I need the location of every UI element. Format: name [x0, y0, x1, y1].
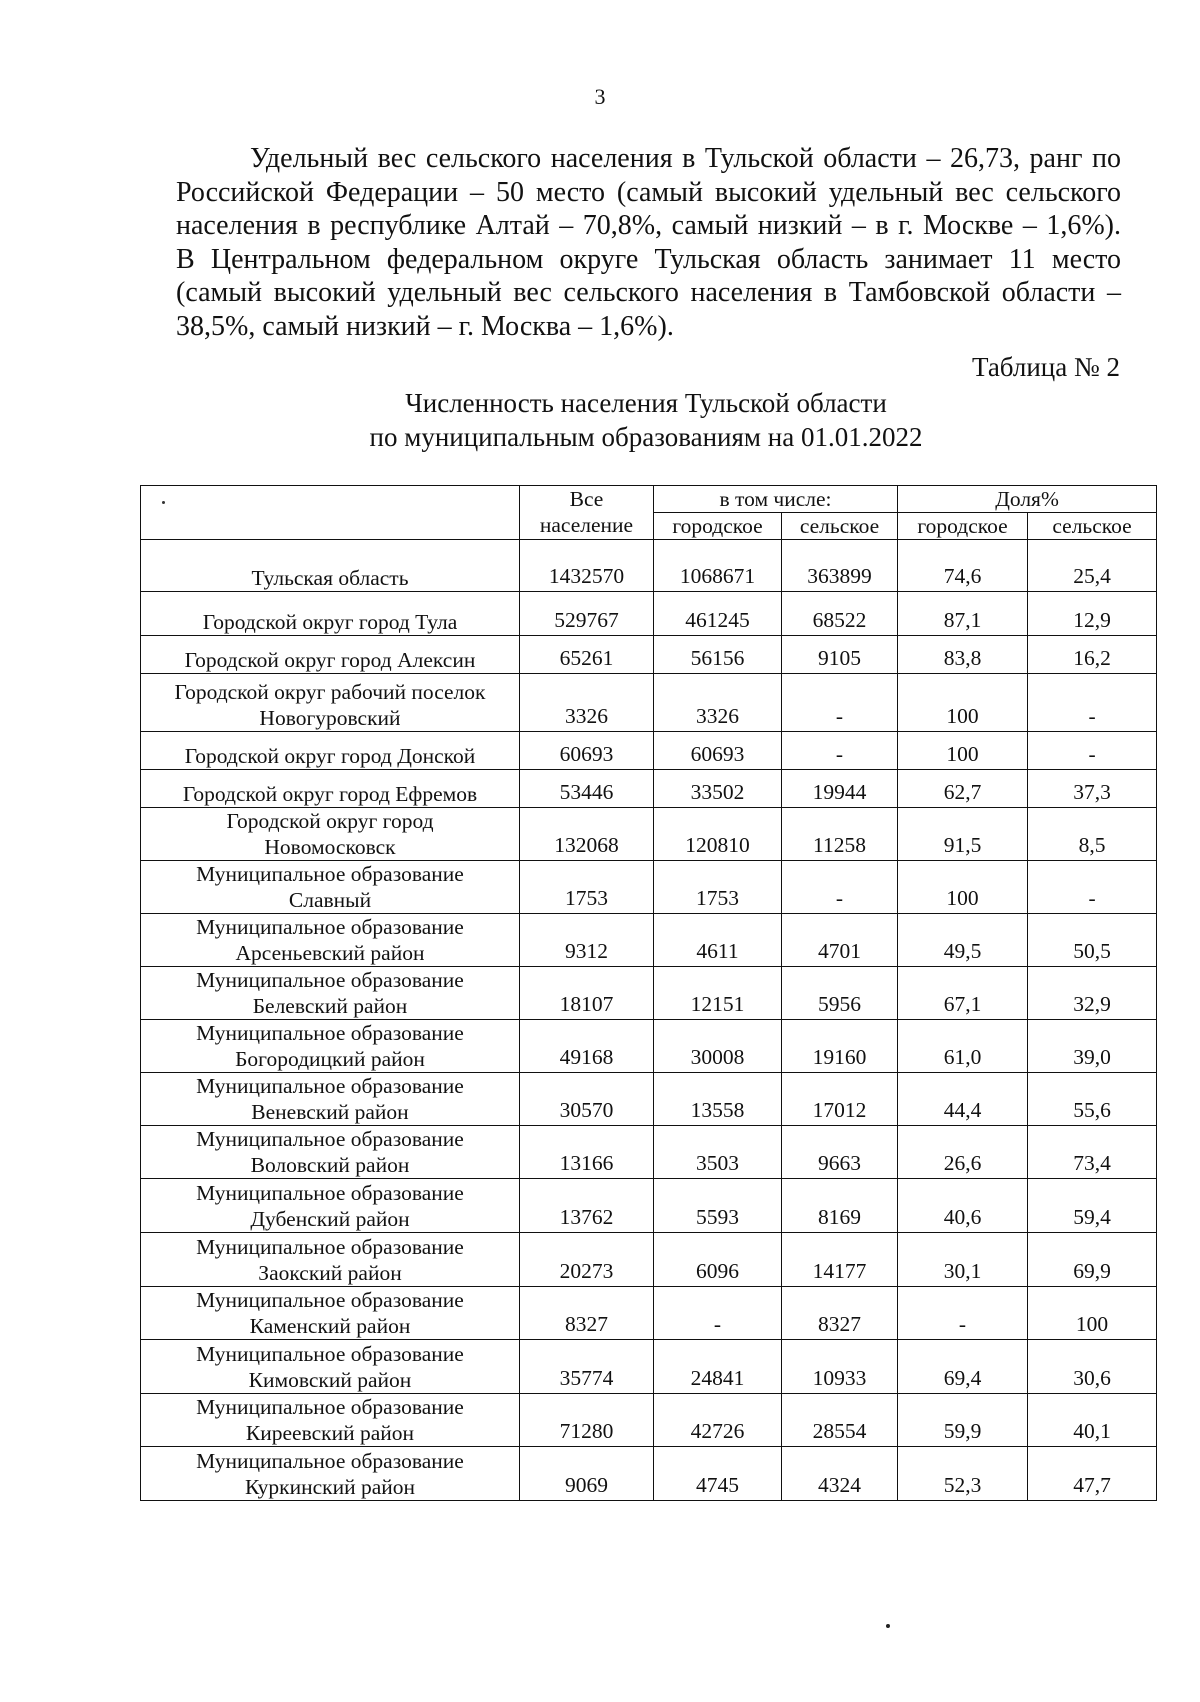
- total-cell: 1753: [520, 861, 654, 914]
- urban-cell: 461245: [654, 592, 782, 636]
- urban-share-cell: 67,1: [898, 967, 1028, 1020]
- total-cell: 49168: [520, 1020, 654, 1073]
- rural-cell: 4701: [782, 914, 898, 967]
- row-name-cell: [141, 1126, 520, 1179]
- table-row: [141, 1073, 1157, 1126]
- urban-cell: 3503: [654, 1126, 782, 1179]
- urban-cell: 5593: [654, 1179, 782, 1233]
- table-row: [141, 1020, 1157, 1073]
- row-name-cell: [141, 1340, 520, 1394]
- rural-cell: 9105: [782, 636, 898, 674]
- table-row: [141, 1126, 1157, 1179]
- row-name-cell: [141, 592, 520, 636]
- row-name-line: Муниципальное образование: [196, 1395, 464, 1419]
- rural-cell: 4324: [782, 1447, 898, 1501]
- rural-cell: 8327: [782, 1287, 898, 1340]
- total-cell: 132068: [520, 808, 654, 861]
- urban-share-cell: 26,6: [898, 1126, 1028, 1179]
- rural-cell: -: [782, 861, 898, 914]
- urban-cell: 30008: [654, 1020, 782, 1073]
- table-number: Таблица № 2: [972, 352, 1120, 382]
- row-name-line: Городской округ рабочий поселок: [174, 680, 486, 704]
- row-name-line: Муниципальное образование: [196, 968, 464, 992]
- total-cell: 65261: [520, 636, 654, 674]
- row-name-cell: [141, 636, 520, 674]
- row-name-line: Славный: [288, 888, 372, 912]
- rural-share-cell: -: [1028, 732, 1157, 770]
- total-cell: 8327: [520, 1287, 654, 1340]
- rural-share-cell: 32,9: [1028, 967, 1157, 1020]
- total-cell: 30570: [520, 1073, 654, 1126]
- total-cell: 60693: [520, 732, 654, 770]
- row-name-line: Веневский район: [251, 1100, 409, 1124]
- table-row: [141, 1233, 1157, 1287]
- urban-cell: 120810: [654, 808, 782, 861]
- table-row: [141, 1447, 1157, 1501]
- paragraph-line: населения в республике Алтай – 70,8%, самый низкий – в г. Москве – 1,6%).: [176, 210, 1121, 241]
- urban-cell: 42726: [654, 1394, 782, 1447]
- urban-share-cell: 61,0: [898, 1020, 1028, 1073]
- total-cell: 529767: [520, 592, 654, 636]
- total-cell: 53446: [520, 770, 654, 808]
- table-row: [141, 674, 1157, 732]
- row-name-cell: [141, 914, 520, 967]
- rural-share-cell: 16,2: [1028, 636, 1157, 674]
- row-name-cell: [141, 861, 520, 914]
- urban-share-cell: 74,6: [898, 540, 1028, 592]
- total-cell: 13762: [520, 1179, 654, 1233]
- table-row: [141, 1340, 1157, 1394]
- row-name-line: Новогуровский: [259, 706, 401, 730]
- rural-share-cell: 37,3: [1028, 770, 1157, 808]
- table-row: [141, 967, 1157, 1020]
- urban-share-cell: -: [898, 1287, 1028, 1340]
- rural-share-cell: -: [1028, 861, 1157, 914]
- header-share: Доля%: [898, 486, 1157, 513]
- urban-cell: 60693: [654, 732, 782, 770]
- table-row: [141, 636, 1157, 674]
- rural-share-cell: -: [1028, 674, 1157, 732]
- row-name-line: Городской округ город Ефремов: [182, 782, 478, 806]
- table-title-line: по муниципальным образованиям на 01.01.2022: [369, 422, 923, 452]
- row-name-line: Муниципальное образование: [196, 1235, 464, 1259]
- row-name-cell: [141, 1287, 520, 1340]
- urban-share-cell: 44,4: [898, 1073, 1028, 1126]
- urban-cell: 1753: [654, 861, 782, 914]
- scan-speck: [162, 501, 165, 504]
- rural-share-cell: 12,9: [1028, 592, 1157, 636]
- table-row: [141, 1179, 1157, 1233]
- row-name-line: Заокский район: [258, 1261, 402, 1285]
- urban-share-cell: 69,4: [898, 1340, 1028, 1394]
- table-row: [141, 592, 1157, 636]
- paragraph-line: Российской Федерации – 50 место (самый высокий удельный вес сельского: [176, 176, 1121, 208]
- rural-share-cell: 59,4: [1028, 1179, 1157, 1233]
- total-cell: 3326: [520, 674, 654, 732]
- rural-cell: -: [782, 732, 898, 770]
- header-rural: сельское: [782, 513, 898, 540]
- rural-cell: 9663: [782, 1126, 898, 1179]
- rural-cell: 8169: [782, 1179, 898, 1233]
- table-body: [141, 540, 1157, 1501]
- row-name-cell: [141, 1394, 520, 1447]
- row-name-line: Муниципальное образование: [196, 1074, 464, 1098]
- urban-share-cell: 100: [898, 861, 1028, 914]
- table-title-line: Численность населения Тульской области: [405, 388, 887, 418]
- population-table: [140, 485, 1157, 1501]
- urban-cell: 1068671: [654, 540, 782, 592]
- row-name-line: Богородицкий район: [235, 1047, 425, 1071]
- rural-share-cell: 47,7: [1028, 1447, 1157, 1501]
- total-cell: 9312: [520, 914, 654, 967]
- rural-cell: 17012: [782, 1073, 898, 1126]
- rural-cell: 68522: [782, 592, 898, 636]
- header-urban: городское: [654, 513, 782, 540]
- table-row: [141, 732, 1157, 770]
- row-name-cell: [141, 770, 520, 808]
- row-name-line: Городской округ город Тула: [202, 610, 458, 634]
- rural-share-cell: 69,9: [1028, 1233, 1157, 1287]
- row-name-line: Городской округ город Донской: [184, 744, 476, 768]
- total-cell: 9069: [520, 1447, 654, 1501]
- urban-share-cell: 100: [898, 674, 1028, 732]
- urban-cell: 24841: [654, 1340, 782, 1394]
- total-cell: 35774: [520, 1340, 654, 1394]
- row-name-line: Муниципальное образование: [196, 1181, 464, 1205]
- row-name-cell: [141, 1233, 520, 1287]
- header-including: в том числе:: [654, 486, 898, 513]
- row-name-line: Тульская область: [251, 566, 409, 590]
- row-name-line: Новомосковск: [264, 835, 396, 859]
- row-name-cell: [141, 1179, 520, 1233]
- urban-share-cell: 52,3: [898, 1447, 1028, 1501]
- row-name-line: Муниципальное образование: [196, 1127, 464, 1151]
- urban-share-cell: 91,5: [898, 808, 1028, 861]
- table-header: [141, 486, 1157, 540]
- row-name-cell: [141, 1073, 520, 1126]
- table-row: [141, 914, 1157, 967]
- page-number: 3: [594, 84, 606, 109]
- row-name-line: Каменский район: [249, 1314, 411, 1338]
- total-cell: 1432570: [520, 540, 654, 592]
- paragraph-line: 38,5%, самый низкий – г. Москва – 1,6%).: [176, 310, 674, 342]
- header-total-line: население: [539, 513, 634, 537]
- urban-share-cell: 49,5: [898, 914, 1028, 967]
- rural-share-cell: 55,6: [1028, 1073, 1157, 1126]
- row-name-cell: [141, 674, 520, 732]
- rural-share-cell: 100: [1028, 1287, 1157, 1340]
- urban-cell: 4745: [654, 1447, 782, 1501]
- paragraph-line: (самый высокий удельный вес сельского населения в Тамбовской области –: [176, 277, 1121, 308]
- header-rural-share: сельское: [1028, 513, 1157, 540]
- table-row: [141, 1394, 1157, 1447]
- table-row: [141, 808, 1157, 861]
- rural-cell: 10933: [782, 1340, 898, 1394]
- row-name-line: Куркинский район: [244, 1475, 416, 1499]
- rural-cell: 363899: [782, 540, 898, 592]
- rural-share-cell: 25,4: [1028, 540, 1157, 592]
- row-name-line: Муниципальное образование: [196, 915, 464, 939]
- urban-share-cell: 87,1: [898, 592, 1028, 636]
- urban-cell: 33502: [654, 770, 782, 808]
- row-name-cell: [141, 540, 520, 592]
- total-cell: 13166: [520, 1126, 654, 1179]
- row-name-line: Муниципальное образование: [196, 1449, 464, 1473]
- table-row: [141, 540, 1157, 592]
- total-cell: 20273: [520, 1233, 654, 1287]
- rural-cell: 19160: [782, 1020, 898, 1073]
- paragraph-line: В Центральном федеральном округе Тульская область занимает 11 место: [176, 243, 1121, 275]
- row-name-line: Городской округ город: [226, 809, 434, 833]
- rural-cell: 19944: [782, 770, 898, 808]
- header-total: [520, 486, 654, 540]
- table-row: [141, 770, 1157, 808]
- urban-share-cell: 40,6: [898, 1179, 1028, 1233]
- table-title: [0, 386, 1200, 454]
- row-name-cell: [141, 967, 520, 1020]
- scan-speck: [886, 1624, 890, 1628]
- urban-cell: -: [654, 1287, 782, 1340]
- row-name-line: Дубенский район: [250, 1207, 410, 1231]
- header-total-line: Все: [569, 487, 604, 511]
- intro-paragraph: [176, 142, 1121, 343]
- row-name-line: Муниципальное образование: [196, 862, 464, 886]
- urban-share-cell: 62,7: [898, 770, 1028, 808]
- total-cell: 18107: [520, 967, 654, 1020]
- rural-share-cell: 39,0: [1028, 1020, 1157, 1073]
- row-name-cell: [141, 1447, 520, 1501]
- urban-cell: 4611: [654, 914, 782, 967]
- row-name-line: Муниципальное образование: [196, 1342, 464, 1366]
- paragraph-line: Удельный вес сельского населения в Тульской области – 26,73, ранг по: [250, 143, 1121, 174]
- rural-share-cell: 50,5: [1028, 914, 1157, 967]
- row-name-line: Киреевский район: [245, 1421, 415, 1445]
- table-row: [141, 1287, 1157, 1340]
- rural-share-cell: 73,4: [1028, 1126, 1157, 1179]
- urban-cell: 6096: [654, 1233, 782, 1287]
- rural-share-cell: 8,5: [1028, 808, 1157, 861]
- rural-share-cell: 40,1: [1028, 1394, 1157, 1447]
- rural-share-cell: 30,6: [1028, 1340, 1157, 1394]
- row-name-line: Белевский район: [252, 994, 408, 1018]
- rural-cell: 5956: [782, 967, 898, 1020]
- rural-cell: 28554: [782, 1394, 898, 1447]
- urban-cell: 13558: [654, 1073, 782, 1126]
- row-name-line: Воловский район: [250, 1153, 410, 1177]
- row-name-cell: [141, 808, 520, 861]
- row-name-cell: [141, 732, 520, 770]
- row-name-line: Муниципальное образование: [196, 1288, 464, 1312]
- table-row: [141, 861, 1157, 914]
- row-name-line: Муниципальное образование: [196, 1021, 464, 1045]
- urban-cell: 12151: [654, 967, 782, 1020]
- rural-cell: -: [782, 674, 898, 732]
- row-name-line: Городской округ город Алексин: [184, 648, 476, 672]
- row-name-cell: [141, 1020, 520, 1073]
- rural-cell: 14177: [782, 1233, 898, 1287]
- urban-share-cell: 83,8: [898, 636, 1028, 674]
- rural-cell: 11258: [782, 808, 898, 861]
- header-name-cell: [141, 486, 520, 540]
- row-name-line: Кимовский район: [248, 1368, 412, 1392]
- urban-cell: 56156: [654, 636, 782, 674]
- urban-cell: 3326: [654, 674, 782, 732]
- total-cell: 71280: [520, 1394, 654, 1447]
- row-name-line: Арсеньевский район: [235, 941, 425, 965]
- urban-share-cell: 59,9: [898, 1394, 1028, 1447]
- header-urban-share: городское: [898, 513, 1028, 540]
- urban-share-cell: 30,1: [898, 1233, 1028, 1287]
- urban-share-cell: 100: [898, 732, 1028, 770]
